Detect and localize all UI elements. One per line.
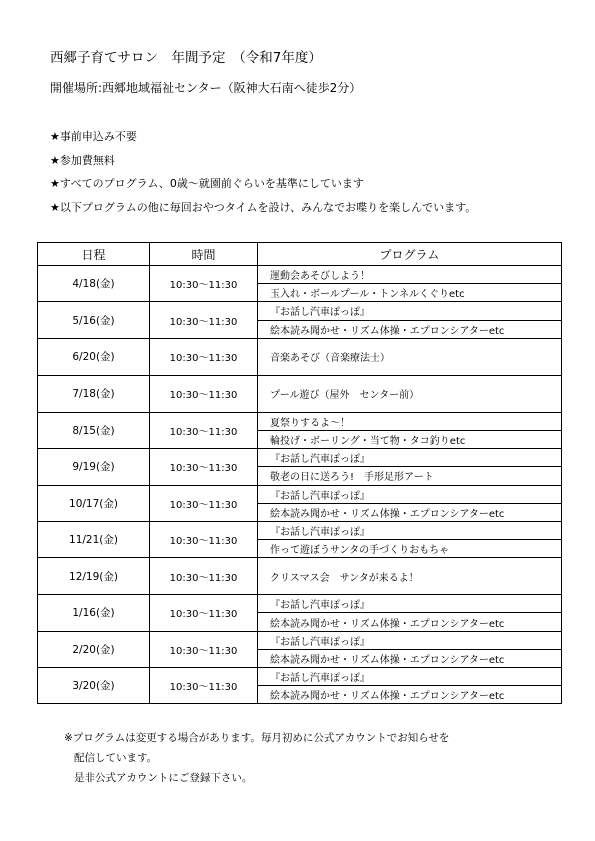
- schedule-date: 8/15(金): [38, 412, 150, 448]
- schedule-time: 10:30～11:30: [150, 412, 258, 448]
- schedule-date: 6/20(金): [38, 338, 150, 375]
- schedule-date: 3/20(金): [38, 668, 150, 704]
- note-no-registration: ★事前申込み不要: [50, 130, 137, 143]
- table-header-row: [38, 243, 562, 266]
- schedule-program: 『お話し汽車ぽっぽ』: [258, 668, 562, 686]
- page-title: 西郷子育てサロン 年間予定 （令和7年度）: [50, 50, 322, 66]
- schedule-time: 10:30～11:30: [150, 668, 258, 704]
- schedule-date: 11/21(金): [38, 521, 150, 557]
- schedule-program-detail: 敬老の日に送ろう! 手形足形アート: [258, 467, 562, 485]
- schedule-time: 10:30～11:30: [150, 449, 258, 485]
- schedule-program: 『お話し汽車ぽっぽ』: [258, 631, 562, 649]
- schedule-program: クリスマス会 サンタが来るよ！: [258, 558, 562, 595]
- schedule-time: 10:30～11:30: [150, 375, 258, 412]
- header-time: 時間: [150, 243, 258, 266]
- schedule-program: 運動会あそびしよう！: [258, 266, 562, 284]
- notes-list: [50, 128, 476, 222]
- schedule-program-detail: 絵本読み聞かせ・リズム体操・エプロンシアターetc: [258, 686, 562, 704]
- schedule-date: 7/18(金): [38, 375, 150, 412]
- schedule-program: 『お話し汽車ぽっぽ』: [258, 485, 562, 503]
- note-target-age: ★すべてのプログラム、0歳～就園前ぐらいを基準にしています: [50, 177, 364, 190]
- schedule-program: 『お話し汽車ぽっぽ』: [258, 595, 562, 613]
- schedule-time: 10:30～11:30: [150, 302, 258, 338]
- schedule-date: 9/19(金): [38, 449, 150, 485]
- footer-line-2: 配信しています。: [74, 752, 158, 764]
- schedule-date: 2/20(金): [38, 631, 150, 667]
- table-row: [38, 302, 562, 320]
- header-date: 日程: [38, 243, 150, 266]
- schedule-program-detail: 輪投げ・ボーリング・当て物・タコ釣りetc: [258, 430, 562, 448]
- table-row: [38, 412, 562, 430]
- table-row: [38, 631, 562, 649]
- table-row: [38, 558, 562, 595]
- table-row: [38, 485, 562, 503]
- schedule-program: 『お話し汽車ぽっぽ』: [258, 302, 562, 320]
- table-row: [38, 375, 562, 412]
- schedule-time: 10:30～11:30: [150, 631, 258, 667]
- schedule-program: 夏祭りするよ～！: [258, 412, 562, 430]
- footer-line-3: 是非公式アカウントにご登録下さい。: [74, 772, 253, 784]
- table-row: [38, 449, 562, 467]
- schedule-program: 『お話し汽車ぽっぽ』: [258, 521, 562, 539]
- schedule-date: 10/17(金): [38, 485, 150, 521]
- schedule-time: 10:30～11:30: [150, 558, 258, 595]
- schedule-time: 10:30～11:30: [150, 338, 258, 375]
- table-row: [38, 266, 562, 284]
- schedule-program-detail: 玉入れ・ボールプール・トンネルくぐりetc: [258, 284, 562, 302]
- schedule-program: プール遊び（屋外 センター前）: [258, 375, 562, 412]
- schedule-date: 1/16(金): [38, 595, 150, 631]
- schedule-program-detail: 絵本読み聞かせ・リズム体操・エプロンシアターetc: [258, 613, 562, 631]
- note-free-fee: ★参加費無料: [50, 153, 115, 167]
- schedule-date: 12/19(金): [38, 558, 150, 595]
- footer-note: [64, 730, 449, 790]
- schedule-program-detail: 絵本読み聞かせ・リズム体操・エプロンシアターetc: [258, 320, 562, 338]
- schedule-body: [38, 266, 562, 704]
- schedule-program-detail: 絵本読み聞かせ・リズム体操・エプロンシアターetc: [258, 503, 562, 521]
- table-row: [38, 521, 562, 539]
- schedule-time: 10:30～11:30: [150, 485, 258, 521]
- header-program: プログラム: [258, 243, 562, 266]
- schedule-time: 10:30～11:30: [150, 521, 258, 557]
- schedule-time: 10:30～11:30: [150, 595, 258, 631]
- schedule-date: 4/18(金): [38, 266, 150, 302]
- venue-text: 開催場所:西郷地域福祉センター（阪神大石南へ徒歩2分）: [50, 81, 362, 95]
- table-row: [38, 595, 562, 613]
- schedule-program: 『お話し汽車ぽっぽ』: [258, 449, 562, 467]
- table-row: [38, 668, 562, 686]
- schedule-time: 10:30～11:30: [150, 266, 258, 302]
- footer-line-1: ※プログラムは変更する場合があります。毎月初めに公式アカウントでお知らせを: [64, 732, 450, 744]
- schedule-table: [37, 242, 562, 704]
- schedule-program: 音楽あそび（音楽療法士）: [258, 338, 562, 375]
- schedule-program-detail: 絵本読み聞かせ・リズム体操・エプロンシアターetc: [258, 649, 562, 667]
- schedule-program-detail: 作って遊ぼうサンタの手づくりおもちゃ: [258, 540, 562, 558]
- note-snack-time: ★以下プログラムの他に毎回おやつタイムを設け、みんなでお喋りを楽しんでいます。: [50, 200, 477, 214]
- table-row: [38, 338, 562, 375]
- schedule-date: 5/16(金): [38, 302, 150, 338]
